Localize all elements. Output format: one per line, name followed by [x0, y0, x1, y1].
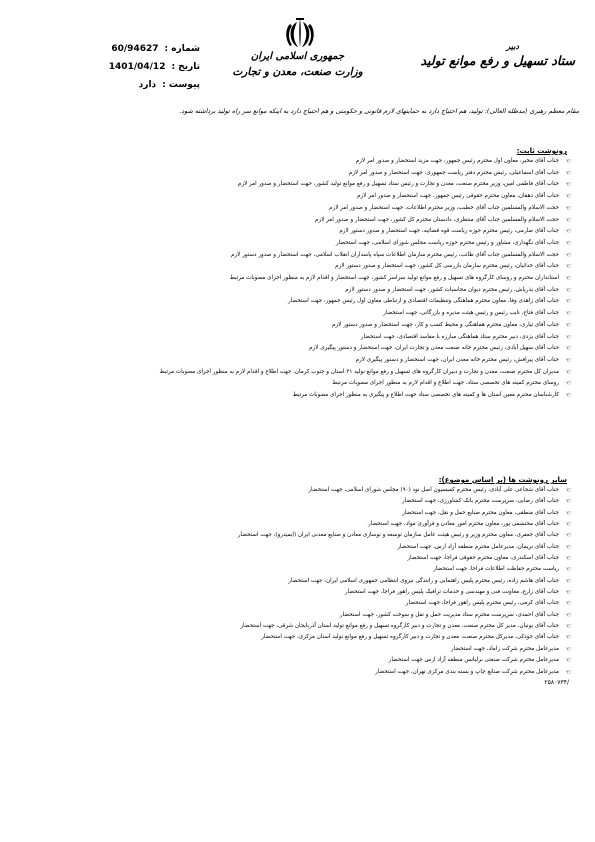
fixed-cc-title: رونوشت ثابت: [516, 147, 567, 155]
office-secretary: دبیر [506, 41, 519, 51]
recipient-text: استانداران محترم و روسای کارگروه های تسهیل و رفع موانع تولید سراسر کشور، جهت استحضار و اقدام لازم به منظور اجرای مصوبات مرتبط [229, 275, 559, 282]
pointing-hand-icon: ☜ [565, 531, 571, 540]
list-item [18, 485, 573, 496]
recipient-text: مدیران کل محترم صنعت، معدن و تجارت و دبیران کارگروه های تسهیل و رفع موانع تولید ۳۱ استان و جنوب کرمان، جهت اطلاع و اقدام لازم به منظور اجرای مصوبات مرتبط [159, 368, 559, 375]
list-item [18, 508, 573, 519]
office-heading [395, 40, 575, 70]
list-item [18, 215, 573, 227]
pointing-hand-icon: ☜ [565, 576, 571, 585]
recipient-text: جناب آقای هاشم زاده، رئیس محترم پلیس راهنمایی و رانندگی نیروی انتظامی جمهوری اسلامی ایران، جهت استحضار [288, 577, 559, 584]
leader-quote: مقام معظم رهبری (مدظله العالی): تولید، هم احتیاج دارد به حمایتهای لازم قانونی و حکومتی و هم احتیاج دارد به اینکه موانع سر راه تولید برداشته شود. [179, 107, 579, 115]
pointing-hand-icon: ☜ [565, 508, 571, 517]
pointing-hand-icon: ☜ [565, 227, 571, 236]
pointing-hand-icon: ☜ [565, 203, 571, 212]
list-item [18, 610, 573, 621]
list-item [18, 226, 573, 238]
list-item [18, 564, 573, 575]
pointing-hand-icon: ☜ [565, 565, 571, 574]
pointing-hand-icon: ☜ [565, 344, 571, 353]
list-item [18, 332, 573, 344]
pointing-hand-icon: ☜ [565, 656, 571, 665]
list-item [18, 553, 573, 564]
pointing-hand-icon: ☜ [565, 168, 571, 177]
pointing-hand-icon: ☜ [565, 486, 571, 494]
list-item [18, 168, 573, 180]
pointing-hand-icon: ☜ [565, 367, 571, 376]
recipient-text: جناب آقای احمدی، سرپرست محترم ستاد مدیریت حمل و نقل و سوخت کشور، جهت استحضار [339, 611, 559, 618]
pointing-hand-icon: ☜ [565, 622, 571, 631]
recipient-text: حجت الاسلام والمسلمین جناب آقای منتظری، دادستان محترم کل کشور، جهت استحضار و صدور امر لازم [315, 216, 559, 223]
recipient-text: جناب آقای دهقان، معاون محترم حقوقی رئیس جمهور، جهت استحضار و صدور امر لازم [357, 193, 559, 200]
list-item [18, 621, 573, 632]
pointing-hand-icon: ☜ [565, 355, 571, 364]
other-cc-section [18, 475, 573, 688]
recipient-text: جناب آقای جعفری، معاون محترم وزیر و رئیس هیئت عامل سازمان توسعه و نوسازی معادن و صنایع معدنی ایران (ایمیدرو)، جهت استحضار [237, 532, 559, 539]
list-item [18, 542, 573, 553]
pointing-hand-icon: ☜ [565, 644, 571, 653]
list-item [18, 667, 573, 678]
recipient-text: جناب آقای صارمی، رئیس محترم حوزه ریاست قوه قضائیه، جهت استحضار و صدور دستور لازم [339, 228, 559, 235]
list-item [18, 355, 573, 367]
recipient-text: حجت الاسلام والمسلمین جناب آقای خطیب، وزیر محترم اطلاعات، جهت استحضار و صدور امر لازم [329, 204, 559, 211]
pointing-hand-icon: ☜ [565, 238, 571, 247]
recipient-text: جناب آقای کرمی، رئیس محترم پلیس راهور فراجا، جهت استحضار [405, 600, 559, 607]
recipient-text: جناب آقای اسماعیلی، رئیس محترم دفتر ریاست جمهوری، جهت استحضار و صدور امر لازم [348, 169, 559, 176]
recipient-text: جناب آقای رضایی، سرپرست محترم بانک کشاورزی، جهت استحضار [401, 498, 559, 505]
pointing-hand-icon: ☜ [565, 554, 571, 563]
fixed-cc-list [18, 156, 573, 402]
ministry-name: وزارت صنعت، معدن و تجارت [232, 66, 363, 78]
list-item [18, 238, 573, 250]
letter-meta [40, 40, 200, 94]
pointing-hand-icon: ☜ [565, 320, 571, 329]
recipient-text: جناب آقای تیاری، معاون محترم هماهنگی و محیط کسب و کار، جهت استحضار و صدور دستور لازم [332, 321, 559, 328]
list-item [18, 285, 573, 297]
recipient-text: جناب آقای فاطمی امین، وزیر محترم صنعت، معدن و تجارت و رئیس ستاد تسهیل و رفع موانع تولید کشور، جهت استحضار و صدور امر لازم [237, 181, 559, 188]
recipient-text: جناب آقای یزدی، دبیر محترم ستاد هماهنگی مبارزه با مفاسد اقتصادی، جهت استحضار [360, 333, 559, 340]
emblem-icon [280, 16, 320, 52]
list-item [18, 598, 573, 609]
recipient-text: جناب آقای یونیان، مدیر کل محترم صنعت، معدن و تجارت و دبیر کارگروه تسهیل و رفع موانع تولید استان آذربایجان شرقی، جهت استحضار [240, 623, 559, 630]
list-item [18, 179, 573, 191]
pointing-hand-icon: ☜ [565, 610, 571, 619]
list-item [18, 203, 573, 215]
list-item [18, 632, 573, 643]
list-item [18, 320, 573, 332]
pointing-hand-icon: ☜ [565, 379, 571, 388]
recipient-text: ریاست محترم حفاظت اطلاعات فراجا، جهت استحضار [433, 566, 559, 573]
recipient-text: جناب آقای جودکی، مدیرکل محترم صنعت، معدن و تجارت و دبیر کارگروه تسهیل و رفع موانع تولید استان مرکزی، جهت استحضار [261, 634, 559, 641]
list-item [18, 296, 573, 308]
pointing-hand-icon: ☜ [565, 633, 571, 642]
recipient-text: جناب آقای منطقی، معاون محترم صنایع حمل و نقل، جهت استحضار [402, 509, 559, 516]
country-name: جمهوری اسلامی ایران [250, 51, 345, 62]
recipient-text: مدیرعامل محترم شرکت صنعتی برلیانس منطقه آزاد ارس جهت استحضار [388, 657, 559, 664]
pointing-hand-icon: ☜ [565, 215, 571, 224]
fixed-cc-section [18, 146, 573, 402]
date-row [40, 58, 200, 76]
pointing-hand-icon: ☜ [565, 157, 571, 165]
date-label: تاریخ : [171, 62, 200, 72]
recipient-text: جناب آقای سهیل آبادی، رئیس محترم خانه صنعت معدن و تجارت ایران، جهت استحضار و دستور پیگیری لازم [309, 345, 559, 352]
list-item [18, 250, 573, 262]
list-item [18, 156, 573, 168]
recipient-text: جناب آقای پیرافش، رئیس محترم خانه معدن ایران، جهت استحضار و دستور پیگیری لازم [355, 356, 559, 363]
number-label: شماره : [164, 44, 200, 54]
pointing-hand-icon: ☜ [565, 520, 571, 529]
attachment-label: پیوست : [162, 80, 200, 90]
number-row [40, 40, 200, 58]
reference-code: /۲۵۸۰۷۳۴ [544, 678, 569, 686]
recipient-text: جناب آقای شجاعی علی آبادی، رئیس محترم کمیسیون اصل نود (۹۰) مجلس شورای اسلامی، جهت استحضار [308, 487, 559, 493]
pointing-hand-icon: ☜ [565, 667, 571, 676]
pointing-hand-icon: ☜ [565, 180, 571, 189]
list-item [18, 191, 573, 203]
list-item [18, 644, 573, 655]
list-item [18, 530, 573, 541]
pointing-hand-icon: ☜ [565, 262, 571, 271]
recipient-text: مدیرعامل محترم شرکت زاماد، جهت استحضار [450, 645, 559, 652]
pointing-hand-icon: ☜ [565, 192, 571, 201]
list-item [18, 367, 573, 379]
list-item [18, 273, 573, 285]
recipient-text: روسای محترم کمیته های تخصصی ستاد، جهت اطلاع و اقدام لازم به منظور اجرای مصوبات مرتبط [332, 380, 559, 387]
pointing-hand-icon: ☜ [565, 391, 571, 400]
recipient-text: حجت الاسلام والمسلمین جناب آقای طائب، رئیس محترم سازمان اطلاعات سپاه پاسداران انقلاب اسلامی، جهت استحضار و صدور دستور لازم [230, 251, 559, 258]
pointing-hand-icon: ☜ [565, 250, 571, 259]
date-value: 1401/04/12 [108, 62, 166, 72]
list-item [18, 655, 573, 666]
list-item [18, 496, 573, 507]
list-item [18, 308, 573, 320]
list-item [18, 519, 573, 530]
list-item [18, 343, 573, 355]
pointing-hand-icon: ☜ [565, 285, 571, 294]
pointing-hand-icon: ☜ [565, 274, 571, 283]
attachment-row [40, 76, 200, 94]
recipient-text: جناب آقای نریمان، مدیرعامل محترم منطقه آزاد ارس، جهت استحضار [397, 543, 559, 550]
list-item [18, 390, 573, 402]
list-item [18, 576, 573, 587]
pointing-hand-icon: ☜ [565, 497, 571, 506]
pointing-hand-icon: ☜ [565, 599, 571, 608]
recipient-text: جناب آقای زارع، معاونت فنی و مهندسی و خدمات ترافیک پلیس راهور فراجا، جهت استحضار [344, 589, 559, 596]
number-value: 60/94627 [111, 44, 159, 54]
other-cc-title: سایر رونوشت ها (بر اساس موضوع): [438, 476, 567, 484]
pointing-hand-icon: ☜ [565, 332, 571, 341]
pointing-hand-icon: ☜ [565, 542, 571, 551]
attachment-value: دارد [138, 80, 157, 90]
pointing-hand-icon: ☜ [565, 309, 571, 318]
office-name: ستاد تسهیل و رفع موانع تولید [420, 53, 575, 68]
pointing-hand-icon: ☜ [565, 297, 571, 306]
ministry-heading [210, 50, 385, 80]
recipient-text: جناب آقای فتاح، نایب رئیس و رئیس هیئت مدیره و بازرگانی، جهت استحضار [383, 310, 559, 317]
recipient-text: جناب آقای زاهدی وفا، معاون محترم هماهنگی وتنظیمات اقتصادی و ارتباطی معاون اول رئیس جمهور، جهت استحضار [288, 298, 559, 305]
recipient-text: مدیرعامل محترم شرکت صنایع چاپ و بسته بندی مرکزی تهران، جهت استحضار [374, 668, 559, 675]
list-item [18, 378, 573, 390]
list-item [18, 261, 573, 273]
recipient-text: جناب آقای نگهداری، مشاور و رئیس محترم حوزه ریاست مجلس شورای اسلامی، جهت استحضار [335, 239, 559, 246]
recipient-text: جناب آقای خدائیان، رئیس محترم سازمان بازرسی کل کشور، جهت استحضار و صدور دستور لازم [335, 263, 559, 270]
other-cc-list [18, 485, 573, 678]
recipient-text: جناب آقای مخبر، معاون اول محترم رئیس جمهور، جهت مزید استحضار و صدور امر لازم [355, 158, 559, 164]
recipient-text: کارشناسان محترم معین استان ها و کمیته های تخصصی ستاد جهت اطلاع و پیگیری به منظور اجرای مصوبات مرتبط [292, 392, 559, 399]
pointing-hand-icon: ☜ [565, 588, 571, 597]
recipient-text: جناب آقای اسکندری، معاون محترم حقوقی فراجا، جهت استحضار [407, 555, 559, 562]
recipient-text: جناب آقای بذرپاش، رئیس محترم دیوان محاسبات کشور، جهت استحضار و صدور دستور لازم [345, 286, 559, 293]
list-item [18, 587, 573, 598]
recipient-text: جناب آقای محتشمی پور، معاون محترم امور معادن و فرآوری مواد، جهت استحضار [368, 521, 559, 528]
